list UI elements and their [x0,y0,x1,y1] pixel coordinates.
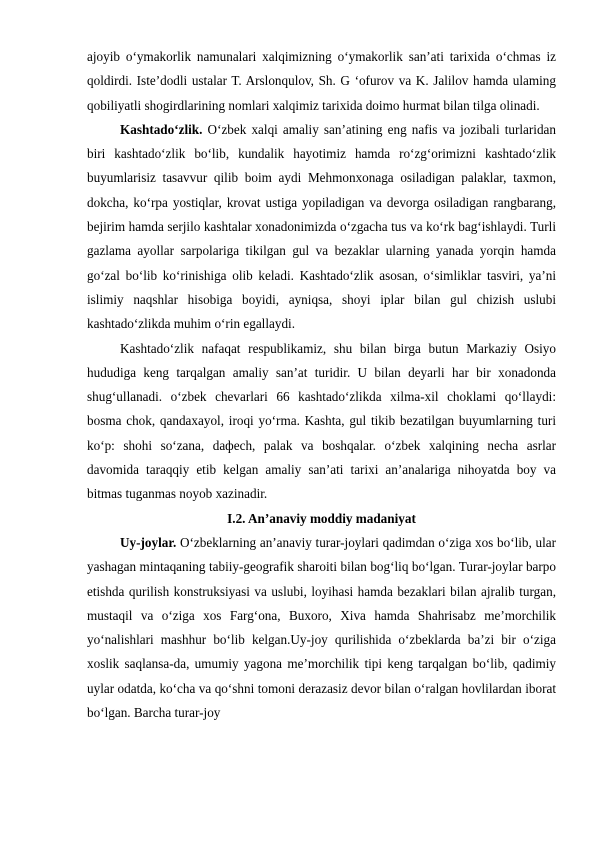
paragraph-body-uy-joylar: O‘zbeklarning an’anaviy turar-joylari qadimdan o‘ziga xos bo‘lib, ular yashagan mintaqaning tabiiy-geografik sharoiti bilan bog‘liq bo‘lgan. Turar-joylar barpo etishda qurilish konstruksiyasi va uslubi, loyihasi hamda bezaklari bilan ajralib turgan, mustaqil va o‘ziga xos Farg‘ona, Buxoro, Xiva hamda Shahrisabz me’morchilik yo‘nalishlari mashhur bo‘lib kelgan.Uy-joy qurilishida o‘zbeklarda ba’zi bir o‘ziga xoslik saqlansa-da, umumiy yagona me’morchilik tipi keng tarqalgan bo‘lib, qadimiy uylar odatda, ko‘cha va qo‘shni tomoni derazasiz devor bilan o‘ralgan hovlilardan iborat bo‘lgan. Barcha turar-joy [87,534,556,721]
paragraph-lead-uy-joylar: Uy-joylar. [120,534,177,550]
paragraph-1: ajoyib o‘ymakorlik namunalari xalqimizning o‘ymakorlik san’ati tarixida o‘chmas iz qoldirdi. Iste’dodli ustalar T. Arslonqulov, Sh. G ‘ofurov va K. Jalilov hamda ulaming qobiliyatli shogirdlarining nomlari xalqimiz tarixida doimo hurmat bilan tilga olinadi. [87,49,556,113]
paragraph-uy-joylar [87,531,556,725]
document-page [87,45,556,725]
paragraph-lead-kashtadozlik: Kashtado‘zlik. [120,121,203,137]
paragraph-3: Kashtado‘zlik nafaqat respublikamiz, shu bilan birga butun Markaziy Osiyo hududiga keng tarqalgan amaliy san’at turidir. U bilan deyarli har bir xonadonda shug‘ullanadi. o‘zbek chevarlari 66 kashtado‘zlikda xilma-xil choklami qo‘llaydi: bosma chok, qandaxayol, iroqi yo‘rma. Kashta, gul tikib bezatilgan buyumlarning turi ko‘p: shohi so‘zana, daфech, palak va boshqalar. o‘zbek xalqining necha asrlar davomida taraqqiy etib kelgan amaliy san’ati tarixi an’analariga nihoyatda boy va bitmas tuganmas noyob xazinadir. [87,340,556,502]
section-heading: I.2. An’anaviy moddiy madaniyat [227,510,416,526]
paragraph-body-kashtadozlik: O‘zbek xalqi amaliy san’atining eng nafis va jozibali turlaridan biri kashtado‘zlik bo‘lib, kundalik hayotimiz hamda ro‘zg‘orimizni kashtado‘zlik buyumlarisiz tasavvur qilib boim aydi Mehmonxonaga osiladigan palaklar, taxmon, dokcha, ko‘rpa yostiqlar, krovat ustiga yopiladigan va devorga osiladigan rangbarang, bejirim hamda serjilo kashtalar xonadonimizda o‘zgacha tus va ko‘rk bag‘ishlaydi. Turli gazlama ayollar sarpolariga tikilgan gul va bezaklar ularning yanada yorqin hamda go‘zal bo‘lib ko‘rinishiga olib keladi. Kashtado‘zlik asosan, o‘simliklar tasviri, ya’ni islimiy naqshlar hisobiga boyidi, ayniqsa, shoyi iplar bilan gul chizish uslubi kashtado‘zlikda muhim o‘rin egallaydi. [87,121,556,332]
paragraph-kashtadozlik [87,118,556,337]
